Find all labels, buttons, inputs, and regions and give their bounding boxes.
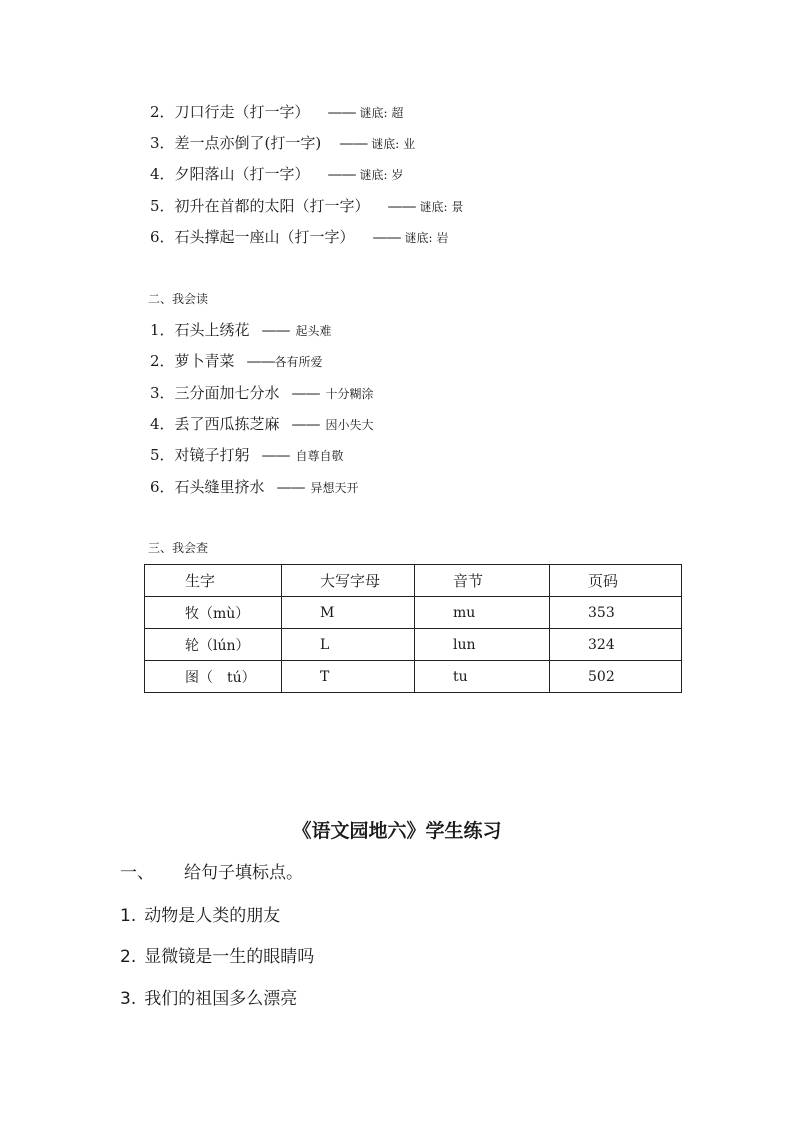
dash: —— [261, 321, 290, 339]
riddle-answer: 超 [391, 106, 404, 120]
riddle-question: 5．初升在首都的太阳（打一字） [150, 197, 370, 215]
read-phrase: 3．三分面加七分水 [150, 384, 280, 402]
column-header: 页码 [550, 565, 682, 597]
item-number: 1. [120, 906, 137, 926]
table-cell: 牧（mù） [145, 597, 282, 629]
item-text: 显微镜是一生的眼睛吗 [144, 947, 315, 967]
read-phrase: 6．石头缝里挤水 [150, 478, 265, 496]
dash: —— [291, 384, 320, 402]
riddle-question: 3．差一点亦倒了(打一字) [150, 134, 322, 152]
riddle-answer-label: 谜底: [359, 106, 392, 120]
read-phrase: 2．萝卜青菜 [150, 352, 235, 370]
lookup-table [144, 564, 682, 693]
riddle-item [150, 227, 448, 248]
read-item [150, 383, 374, 404]
read-answer: 十分糊涂 [325, 387, 374, 401]
exercise-item [120, 942, 314, 967]
section-heading-read: 二、我会读 [148, 292, 209, 306]
page-title: 《语文园地六》学生练习 [292, 820, 502, 842]
read-answer: 自尊自敬 [295, 449, 344, 463]
table-cell: 324 [550, 629, 682, 661]
section-number: 一、 [120, 863, 154, 883]
read-item [150, 351, 323, 372]
riddle-answer-label: 谜底: [371, 137, 404, 151]
read-item [150, 477, 359, 498]
dash: —— [327, 165, 356, 183]
read-item [150, 320, 332, 341]
dash: —— [246, 352, 275, 370]
table-cell: 502 [550, 661, 682, 693]
item-number: 2. [120, 947, 137, 967]
table-cell: 轮（lún） [145, 629, 282, 661]
read-item [150, 445, 344, 466]
table-cell: tu [415, 661, 550, 693]
item-text: 我们的祖国多么漂亮 [144, 989, 298, 1009]
riddle-answer-label: 谜底: [404, 231, 437, 245]
table-row [145, 661, 682, 693]
riddle-answer-label: 谜底: [359, 168, 392, 182]
riddle-question: 2．刀口行走（打一字） [150, 103, 310, 121]
table-cell: M [282, 597, 415, 629]
riddle-answer-label: 谜底: [419, 200, 452, 214]
table-cell: 图（ tú） [145, 661, 282, 693]
table-row [145, 597, 682, 629]
dash: —— [339, 134, 368, 152]
read-phrase: 1．石头上绣花 [150, 321, 250, 339]
riddle-answer: 业 [403, 137, 416, 151]
table-cell: mu [415, 597, 550, 629]
dash: —— [387, 197, 416, 215]
exercise-section-heading [120, 858, 303, 883]
column-header: 大写字母 [282, 565, 415, 597]
table-header-row [145, 565, 682, 597]
item-number: 3. [120, 989, 137, 1009]
exercise-item [120, 984, 297, 1009]
dash: —— [327, 103, 356, 121]
table-cell: lun [415, 629, 550, 661]
riddle-item [150, 196, 463, 217]
read-answer: 异想天开 [310, 481, 359, 495]
item-text: 动物是人类的朋友 [144, 906, 281, 926]
riddle-answer: 景 [451, 200, 464, 214]
read-phrase: 4．丢了西瓜拣芝麻 [150, 415, 280, 433]
riddle-question: 6．石头撑起一座山（打一字） [150, 228, 355, 246]
read-answer: 因小失大 [325, 418, 374, 432]
read-phrase: 5．对镜子打躬 [150, 446, 250, 464]
table-cell: 353 [550, 597, 682, 629]
section-label: 给句子填标点。 [184, 863, 303, 883]
riddle-item [150, 102, 403, 123]
riddle-item [150, 133, 415, 154]
read-answer: 各有所爱 [274, 355, 323, 369]
riddle-item [150, 164, 403, 185]
read-answer: 起头难 [295, 324, 332, 338]
column-header: 音节 [415, 565, 550, 597]
table-cell: L [282, 629, 415, 661]
exercise-item [120, 901, 280, 926]
table-cell: T [282, 661, 415, 693]
column-header: 生字 [145, 565, 282, 597]
riddle-question: 4．夕阳落山（打一字） [150, 165, 310, 183]
dash: —— [276, 478, 305, 496]
table-row [145, 629, 682, 661]
read-item [150, 414, 374, 435]
dash: —— [261, 446, 290, 464]
riddle-answer: 岩 [436, 231, 449, 245]
section-heading-lookup: 三、我会查 [148, 541, 209, 555]
riddle-answer: 岁 [391, 168, 404, 182]
dash: —— [372, 228, 401, 246]
dash: —— [291, 415, 320, 433]
